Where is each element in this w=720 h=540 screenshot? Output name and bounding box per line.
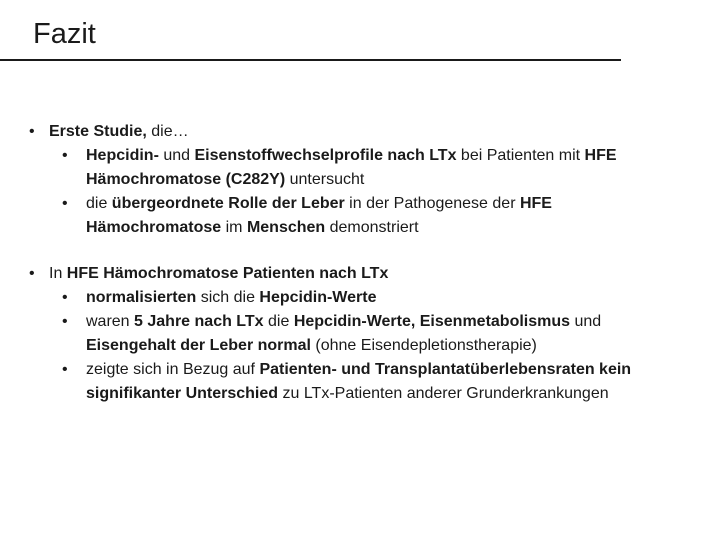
sub-bullet-item: [0, 310, 720, 358]
bullet-item: [0, 262, 720, 286]
bullet-text: Erste Studie, die…: [49, 123, 189, 140]
bullet-text: In HFE Hämochromatose Patienten nach LTx: [49, 265, 389, 282]
bullet-icon: •: [62, 147, 68, 164]
bullet-group-2: [0, 262, 720, 406]
bullet-item: [0, 120, 720, 144]
slide-title: Fazit: [33, 18, 96, 50]
bullet-icon: •: [29, 265, 35, 282]
bullet-icon: •: [62, 289, 68, 306]
bullet-icon: •: [62, 195, 68, 212]
sub-bullet-item: [0, 358, 720, 406]
sub-bullet-list: [0, 144, 720, 240]
sub-bullet-list: [0, 286, 720, 406]
title-underline: [0, 59, 621, 61]
sub-bullet-item: [0, 286, 720, 310]
sub-bullet-text: normalisierten sich die Hepcidin-Werte: [86, 289, 377, 306]
sub-bullet-item: [0, 192, 720, 240]
slide-content: [0, 120, 720, 406]
sub-bullet-text: die übergeordnete Rolle der Leber in der Pathogenese der HFE Hämochromatose im Menschen demonstriert: [86, 195, 552, 236]
bullet-icon: •: [62, 361, 68, 378]
bullet-icon: •: [29, 123, 35, 140]
bullet-group-1: [0, 120, 720, 240]
sub-bullet-text: zeigte sich in Bezug auf Patienten- und Transplantatüberlebensraten kein signifikanter Unterschied zu LTx-Patienten anderer Grunderkrankungen: [86, 361, 632, 402]
sub-bullet-text: waren 5 Jahre nach LTx die Hepcidin-Werte, Eisenmetabolismus und Eisengehalt der Leber normal (ohne Eisendepletionstherapie): [86, 313, 602, 354]
sub-bullet-item: [0, 144, 720, 192]
sub-bullet-text: Hepcidin- und Eisenstoffwechselprofile nach LTx bei Patienten mit HFE Hämochromatose (C282Y) untersucht: [86, 147, 617, 188]
bullet-icon: •: [62, 313, 68, 330]
